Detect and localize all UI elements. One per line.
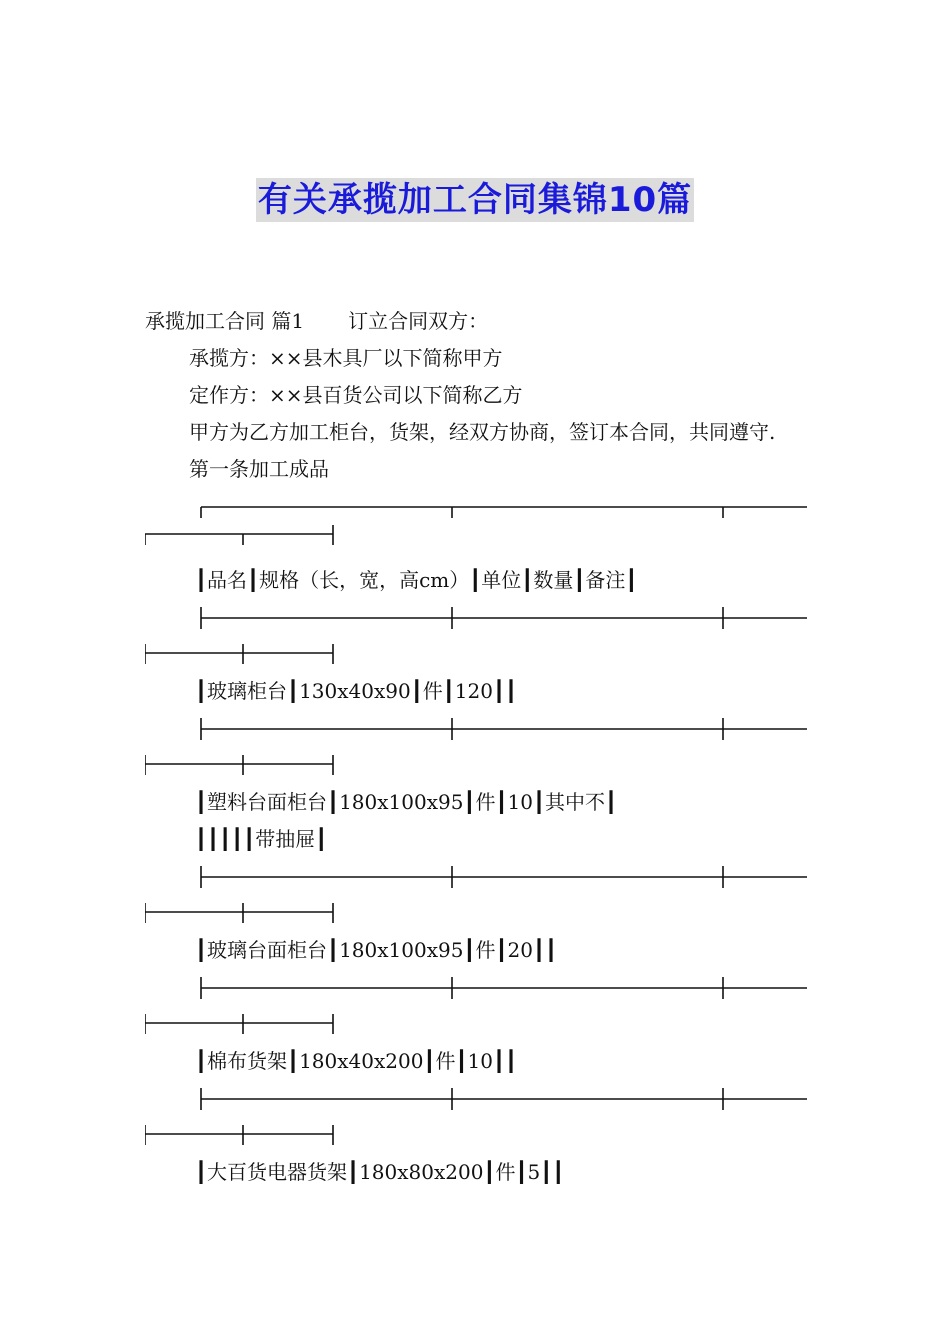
- table-row: ┃棉布货架┃180x40x200┃件┃10┃┃: [195, 1049, 518, 1073]
- table-top-border-wrap: [145, 525, 807, 562]
- table-separator-graphic: [145, 969, 807, 1006]
- title-container: [0, 178, 950, 222]
- document-body: [145, 303, 807, 1191]
- table-separator: [145, 969, 807, 1006]
- table-border-graphic: [145, 525, 807, 562]
- document-title: 有关承揽加工合同集锦10篇: [257, 180, 693, 220]
- section-heading: 承揽加工合同 篇1: [145, 309, 305, 333]
- table-row: ┃大百货电器货架┃180x80x200┃件┃5┃┃: [195, 1160, 565, 1184]
- table-separator-graphic: [145, 858, 807, 895]
- table-separator-wrap: [145, 747, 807, 784]
- orderer-line: 定作方：××县百货公司以下简称乙方: [189, 383, 523, 407]
- article-one-heading: 第一条加工成品: [189, 457, 329, 481]
- table-separator: [145, 710, 807, 747]
- table-separator-graphic: [145, 747, 807, 784]
- table-separator-graphic: [145, 895, 807, 932]
- purpose-paragraph: 甲方为乙方加工柜台，货架，经双方协商，签订本合同，共同遵守.: [189, 420, 776, 444]
- table-separator-graphic: [145, 1117, 807, 1154]
- table-separator-graphic: [145, 1006, 807, 1043]
- parties-intro: 订立合同双方：: [348, 309, 489, 333]
- table-separator-wrap: [145, 895, 807, 932]
- table-separator-wrap: [145, 1117, 807, 1154]
- contractor-line: 承揽方：××县木具厂以下简称甲方: [189, 346, 503, 370]
- table-separator-graphic: [145, 710, 807, 747]
- section-heading-line: [145, 303, 807, 340]
- table-separator-graphic: [145, 599, 807, 636]
- table-separator-wrap: [145, 636, 807, 673]
- table-top-border: [145, 488, 807, 525]
- table-row: ┃塑料台面柜台┃180x100x95┃件┃10┃其中不┃: [195, 790, 618, 814]
- table-row: ┃玻璃柜台┃130x40x90┃件┃120┃┃: [195, 679, 518, 703]
- table-header-row: ┃品名┃规格（长，宽，高cm）┃单位┃数量┃备注┃: [195, 568, 638, 592]
- table-separator: [145, 858, 807, 895]
- table-row: ┃玻璃台面柜台┃180x100x95┃件┃20┃┃: [195, 938, 558, 962]
- table-border-graphic: [145, 488, 807, 525]
- table-separator-graphic: [145, 636, 807, 673]
- table-separator-wrap: [145, 1006, 807, 1043]
- table-separator: [145, 599, 807, 636]
- table-row: ┃┃┃┃┃带抽屉┃: [195, 827, 328, 851]
- table-separator-graphic: [145, 1080, 807, 1117]
- table-separator: [145, 1080, 807, 1117]
